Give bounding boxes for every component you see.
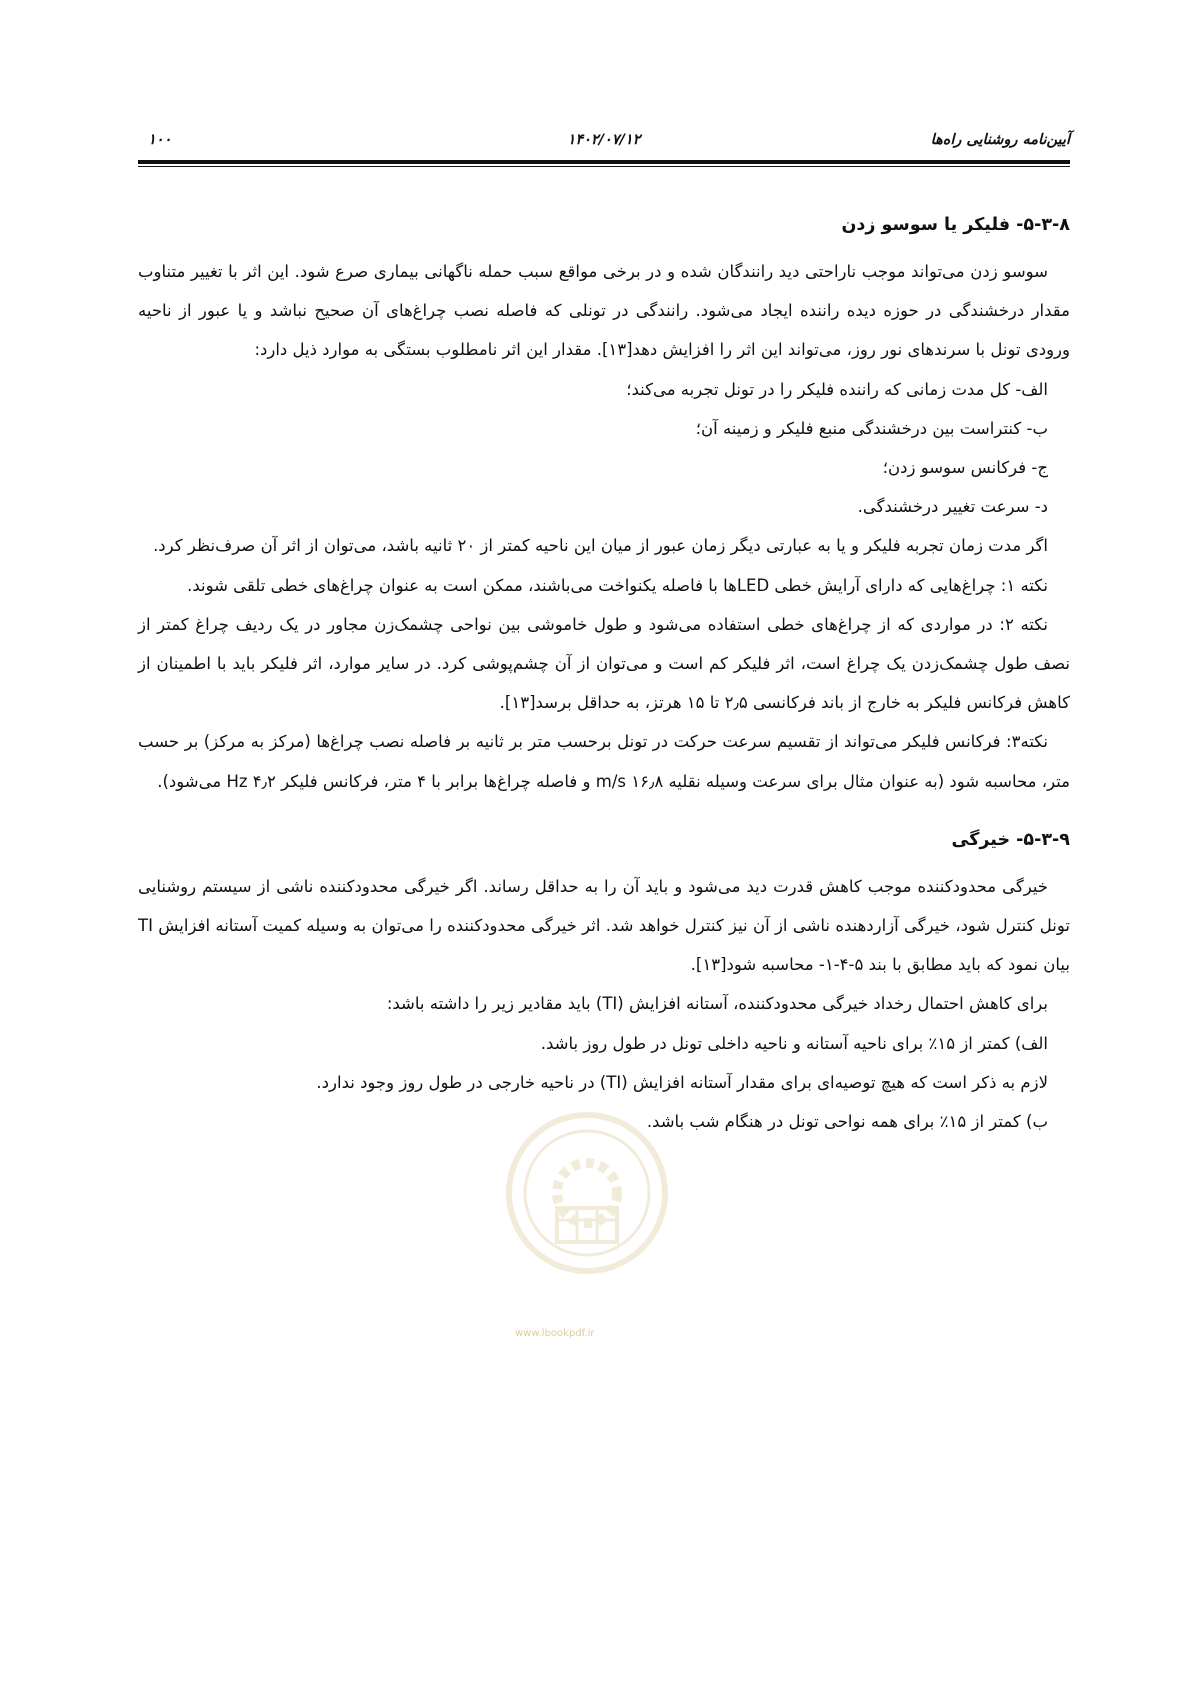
text-line: نکته ۲: در مواردی که از چراغ‌های خطی استفاده می‌شود و طول خاموشی بین نواحی چشمک‌زن مجاور در یک ردیف — [235, 614, 1048, 634]
paragraph-flicker-time — [138, 526, 1070, 565]
list-item: الف- کل مدت زمانی که راننده فلیکر را در تونل تجربه می‌کند؛ — [626, 379, 1048, 399]
text-line: می‌توان به وسیله کمیت آستانه افزایش TI بیان نمود که باید مطابق با بند ۵-۴-۱- محاسبه شود[۱۳]. — [138, 916, 1070, 975]
text-line: تلقی شوند. — [187, 575, 266, 595]
text-line: فرکانس فلیکر ۴٫۲ Hz می‌شود). — [157, 771, 379, 791]
note-3 — [138, 722, 1070, 800]
page-number: ۱۰۰ — [148, 132, 172, 148]
section-spacer — [138, 801, 1070, 823]
text-line: صحیح نباشد و یا عبور از ناحیه ورودی تونل با سرندهای نور روز، می‌تواند این اثر را افزایش دهد[۱۳]. مقدار این اثر — [138, 301, 1070, 360]
text-line: اثر با تغییر متناوب مقدار درخشندگی در حوزه دیده راننده ایجاد می‌شود. رانندگی در تونلی که فاصله نصب چراغ‌های آن — [138, 262, 1070, 321]
text-line: اثر فلیکر باید با اطمینان از کاهش فرکانس فلیکر به خارج از باند فرکانسی ۲٫۵ تا ۱۵ هرتز، به حداقل برسد[۱۳]. — [138, 654, 1070, 713]
list-item: ب- کنتراست بین درخشندگی منبع فلیکر و زمینه آن؛ — [695, 418, 1048, 438]
page-body — [138, 208, 1070, 1141]
text-line: نکته۳: فرکانس فلیکر می‌تواند از تقسیم سرعت حرکت در تونل برحسب متر بر ثانیه بر فاصله نصب چراغ‌ها (مرکز به — [250, 732, 1049, 752]
header-date: ۱۴۰۲/۰۷/۱۲ — [567, 132, 641, 148]
list-item: الف) کمتر از ۱۵٪ برای ناحیه آستانه و ناحیه داخلی تونل در طول روز باشد. — [540, 1033, 1048, 1053]
header-rule-thin — [138, 166, 1070, 167]
section-heading-flicker: ۵-۳-۸- فلیکر یا سوسو زدن — [841, 215, 1070, 235]
text-line: از سیستم روشنایی تونل کنترل شود، خیرگی آزاردهنده ناشی از آن نیز کنترل خواهد شد. اثر خیرگی محدودکننده را — [138, 876, 1070, 936]
header-title: آیین‌نامه روشنایی راه‌ها — [930, 132, 1070, 148]
header-rule-thick — [138, 160, 1070, 164]
list-item: لازم به ذکر است که هیچ توصیه‌ای برای مقدار آستانه افزایش (TI) در ناحیه خارجی در طول روز وجود ندارد. — [316, 1072, 1048, 1092]
list-item: ج- فرکانس سوسو زدن؛ — [882, 458, 1048, 478]
note-1 — [138, 566, 1070, 605]
text-line: سوسو زدن می‌تواند موجب ناراحتی دید رانندگان شده و در برخی مواقع سبب حمله ناگهانی بیماری صرع شود. این — [267, 262, 1048, 281]
text-line: صرف‌نظر کرد. — [153, 536, 256, 556]
paragraph-glare-intro — [138, 867, 1070, 985]
text-line: خیرگی محدودکننده موجب کاهش قدرت دید می‌شود و باید آن را به حداقل رساند. اگر خیرگی محدودکننده ناشی — [276, 876, 1049, 896]
list-item: د- سرعت تغییر درخشندگی. — [857, 497, 1048, 517]
text-line: مرکز) بر حسب متر، محاسبه شود (به عنوان مثال برای سرعت وسیله نقلیه ۱۶٫۸ m/s و فاصله چراغ‌ها برابر با ۴ متر، — [138, 732, 1070, 791]
watermark-text: www.lbookpdf.ir — [515, 1328, 595, 1339]
list-item: برای کاهش احتمال رخداد خیرگی محدودکننده، آستانه افزایش (TI) باید مقادیر زیر را داشته باشد: — [386, 994, 1048, 1014]
text-line: چراغ کمتر از نصف طول چشمک‌زدن یک چراغ است، اثر فلیکر کم است و می‌توان از آن چشم‌پوشی کرد. در سایر موارد، — [138, 614, 1070, 674]
text-line: نامطلوب بستگی به موارد ذیل دارد: — [254, 340, 498, 360]
text-line: نکته ۱: چراغ‌هایی که دارای آرایش خطی LEDها با فاصله یکنواخت می‌باشند، ممکن است به عنوان چراغ‌های خطی — [270, 575, 1048, 595]
list-item: ب) کمتر از ۱۵٪ برای همه نواحی تونل در هنگام شب باشد. — [646, 1112, 1048, 1132]
section-heading-glare: ۵-۳-۹- خیرگی — [951, 829, 1070, 850]
paragraph-flicker-intro — [138, 252, 1070, 370]
note-2 — [138, 605, 1070, 723]
page-header — [138, 128, 1070, 154]
text-line: اگر مدت زمان تجربه فلیکر و یا به عبارتی دیگر زمان عبور از میان این ناحیه کمتر از ۲۰ ثانیه باشد، می‌توان از اثر آن — [260, 536, 1048, 556]
